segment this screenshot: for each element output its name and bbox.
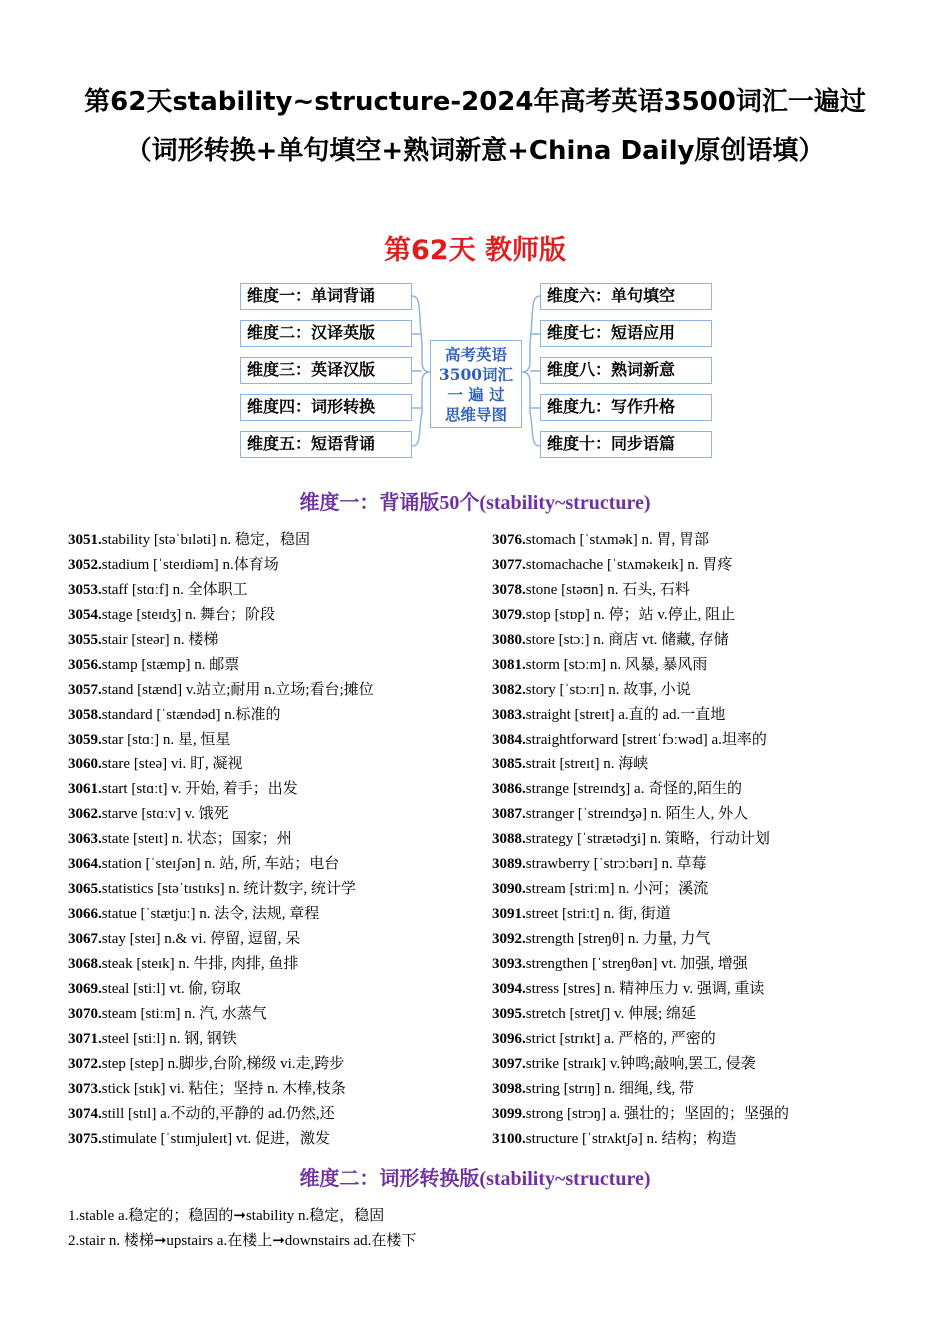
vocab-definition: strategy [ˈstrætədʒi] n. 策略，行动计划 — [525, 831, 770, 848]
vocab-number: 3065. — [68, 881, 102, 898]
vocab-definition: strike [straɪk] v.钟鸣;敲响,罢工, 侵袭 — [525, 1055, 756, 1072]
vocab-entry — [492, 952, 912, 977]
vocab-entry — [492, 852, 912, 877]
vocab-number: 3072. — [68, 1055, 102, 1072]
vocab-entry — [492, 653, 912, 678]
vocab-entry — [68, 1102, 488, 1127]
vocab-number: 3079. — [492, 606, 526, 623]
vocab-number: 3098. — [492, 1080, 526, 1097]
vocab-definition: state [steɪt] n. 状态；国家；州 — [101, 831, 292, 848]
mindmap-center-line: 3500词汇 — [438, 365, 514, 384]
vocab-definition: stability [stəˈbɪləti] n. 稳定，稳固 — [101, 532, 311, 548]
vocab-number: 3056. — [68, 656, 102, 673]
vocab-entry — [68, 528, 488, 553]
vocab-definition: stop [stɒp] n. 停；站 v.停止, 阻止 — [525, 606, 736, 623]
vocab-number: 3062. — [68, 806, 102, 823]
vocab-number: 3064. — [68, 856, 102, 873]
vocab-entry — [492, 578, 912, 603]
vocab-definition: strait [streɪt] n. 海峡 — [525, 756, 649, 773]
vocab-number: 3095. — [492, 1005, 526, 1022]
vocab-definition: stream [striːm] n. 小河；溪流 — [525, 881, 709, 898]
vocab-number: 3073. — [68, 1080, 102, 1097]
vocab-definition: stranger [ˈstreɪndʒə] n. 陌生人, 外人 — [525, 806, 749, 823]
vocab-entry — [492, 728, 912, 753]
vocab-number: 3076. — [492, 532, 526, 548]
vocab-entry — [68, 553, 488, 578]
vocab-number: 3088. — [492, 831, 526, 848]
vocab-definition: stamp [stæmp] n. 邮票 — [101, 656, 240, 673]
vocab-entry — [68, 977, 488, 1002]
vocab-definition: strawberry [ˈstrɔːbərɪ] n. 草莓 — [525, 856, 707, 873]
vocab-number: 3053. — [68, 581, 102, 598]
vocab-number: 3067. — [68, 931, 102, 947]
vocab-entry — [492, 1052, 912, 1077]
word-form-entry: 2.stair n. 楼梯➞upstairs a.在楼上➞downstairs ad.在楼下 — [68, 1233, 417, 1249]
vocab-definition: still [stɪl] a.不动的,平静的 ad.仍然,还 — [101, 1105, 335, 1122]
vocab-number: 3054. — [68, 606, 102, 623]
vocab-entry — [492, 752, 912, 777]
vocab-number: 3071. — [68, 1030, 102, 1047]
vocab-number: 3059. — [68, 731, 102, 748]
vocab-definition: starve [stɑːv] v. 饿死 — [101, 806, 229, 823]
vocab-number: 3087. — [492, 806, 526, 823]
vocab-entry — [68, 628, 488, 653]
vocab-entry — [492, 877, 912, 902]
vocab-definition: staff [stɑːf] n. 全体职工 — [101, 581, 248, 598]
vocab-number: 3082. — [492, 681, 526, 698]
vocab-definition: stress [stres] n. 精神压力 v. 强调, 重读 — [525, 980, 765, 997]
vocab-entry — [492, 628, 912, 653]
vocab-definition: story [ˈstɔːrɪ] n. 故事, 小说 — [525, 681, 691, 698]
vocab-entry — [68, 678, 488, 703]
vocab-entry — [68, 827, 488, 852]
mindmap-item-dim7: 维度七：短语应用 — [540, 320, 712, 347]
vocab-definition: stomachache [ˈstʌməkeɪk] n. 胃疼 — [525, 556, 733, 573]
vocab-entry — [68, 578, 488, 603]
vocab-entry — [492, 678, 912, 703]
vocab-entry — [68, 752, 488, 777]
vocab-number: 3063. — [68, 831, 102, 848]
vocab-number: 3097. — [492, 1055, 526, 1072]
vocab-entry — [68, 952, 488, 977]
vocab-definition: stand [stænd] v.站立;耐用 n.立场;看台;摊位 — [101, 681, 374, 698]
vocab-number: 3096. — [492, 1030, 526, 1047]
vocab-number: 3091. — [492, 906, 526, 923]
vocab-entry — [492, 927, 912, 952]
vocab-definition: stick [stɪk] vi. 粘住；坚持 n. 木棒,枝条 — [101, 1080, 346, 1097]
vocab-definition: straight [streɪt] a.直的 ad.一直地 — [525, 706, 726, 723]
mind-map — [240, 282, 712, 460]
vocab-definition: step [step] n.脚步,台阶,梯级 vi.走,跨步 — [101, 1055, 345, 1072]
mindmap-center-line: 一 遍 过 — [447, 385, 505, 404]
vocab-definition: strict [strɪkt] a. 严格的, 严密的 — [525, 1030, 716, 1047]
vocab-entry — [68, 728, 488, 753]
vocab-definition: strange [streɪndʒ] a. 奇怪的,陌生的 — [525, 781, 742, 798]
vocab-number: 3093. — [492, 955, 526, 972]
vocab-definition: strengthen [ˈstreŋθən] vt. 加强, 增强 — [525, 955, 748, 972]
vocab-definition: stage [steɪdʒ] n. 舞台；阶段 — [101, 606, 276, 623]
word-form-entry: 1.stable a.稳定的；稳固的➞stability n.稳定，稳固 — [68, 1208, 385, 1224]
vocab-entry — [492, 553, 912, 578]
vocab-entry — [492, 827, 912, 852]
vocab-number: 3075. — [68, 1130, 102, 1147]
vocab-definition: start [stɑːt] v. 开始, 着手；出发 — [101, 781, 298, 798]
vocab-entry — [492, 977, 912, 1002]
page-title: 第62天stability~structure-2024年高考英语3500词汇一遍过（词形转换+单句填空+熟词新意+China Daily原创语填） — [84, 87, 866, 166]
vocab-entry — [68, 1027, 488, 1052]
vocab-entry — [492, 902, 912, 927]
vocab-definition: steam [stiːm] n. 汽, 水蒸气 — [101, 1005, 267, 1022]
vocab-definition: street [striːt] n. 街, 街道 — [525, 906, 671, 923]
vocab-definition: steel [stiːl] n. 钢, 钢铁 — [101, 1030, 237, 1047]
page-subtitle: 第62天 教师版 — [384, 235, 566, 266]
vocab-entry — [68, 1052, 488, 1077]
mindmap-item-dim4: 维度四：词形转换 — [240, 394, 412, 421]
vocab-definition: stretch [stretʃ] v. 伸展; 绵延 — [525, 1005, 696, 1022]
section-heading-word-forms: 维度二：词形转换版(stability~structure) — [299, 1168, 651, 1190]
vocab-entry — [68, 927, 488, 952]
vocab-entry — [492, 603, 912, 628]
vocab-definition: star [stɑː] n. 星, 恒星 — [101, 731, 231, 748]
vocab-number: 3077. — [492, 556, 526, 573]
vocab-number: 3070. — [68, 1005, 102, 1022]
vocab-number: 3078. — [492, 581, 526, 598]
vocab-definition: structure [ˈstrʌktʃə] n. 结构；构造 — [525, 1130, 737, 1147]
vocab-number: 3090. — [492, 881, 526, 898]
mindmap-item-dim10: 维度十：同步语篇 — [540, 431, 712, 458]
vocab-number: 3060. — [68, 756, 102, 773]
mindmap-item-dim2: 维度二：汉译英版 — [240, 320, 412, 347]
vocab-definition: stay [steɪ] n.& vi. 停留, 逗留, 呆 — [101, 931, 301, 947]
mindmap-center-line: 思维导图 — [444, 405, 507, 424]
vocab-entry — [492, 1102, 912, 1127]
vocab-entry — [492, 777, 912, 802]
vocab-definition: stadium [ˈsteɪdiəm] n.体育场 — [101, 556, 279, 573]
mindmap-item-dim9: 维度九：写作升格 — [540, 394, 712, 421]
vocab-entry — [68, 902, 488, 927]
vocab-entry — [492, 1127, 912, 1152]
vocab-entry — [492, 703, 912, 728]
vocab-definition: storm [stɔːm] n. 风暴, 暴风雨 — [525, 656, 708, 673]
vocab-entry — [68, 703, 488, 728]
vocab-entry — [68, 877, 488, 902]
mindmap-item-dim3: 维度三：英译汉版 — [240, 357, 412, 384]
vocab-entry — [68, 1002, 488, 1027]
vocab-number: 3099. — [492, 1105, 526, 1122]
vocab-number: 3074. — [68, 1105, 102, 1122]
vocab-number: 3084. — [492, 731, 526, 748]
vocab-definition: store [stɔː] n. 商店 vt. 储藏, 存储 — [525, 631, 729, 648]
vocab-entry — [68, 1077, 488, 1102]
vocab-definition: steal [stiːl] vt. 偷, 窃取 — [101, 980, 241, 997]
vocab-definition: stare [steə] vi. 盯, 凝视 — [101, 756, 243, 773]
vocab-entry — [68, 802, 488, 827]
vocab-definition: stone [stəʊn] n. 石头, 石料 — [525, 581, 690, 598]
vocab-number: 3068. — [68, 955, 102, 972]
mindmap-center — [430, 340, 522, 428]
vocab-definition: statue [ˈstætjuː] n. 法令, 法规, 章程 — [101, 906, 320, 923]
mindmap-center-line: 高考英语 — [444, 345, 507, 364]
vocab-number: 3061. — [68, 781, 102, 798]
vocab-number: 3083. — [492, 706, 526, 723]
vocab-column-right — [492, 528, 912, 1151]
vocab-column-left — [68, 528, 488, 1151]
vocab-number: 3085. — [492, 756, 526, 773]
word-form-list — [68, 1204, 888, 1254]
vocab-definition: statistics [stəˈtɪstɪks] n. 统计数字, 统计学 — [101, 881, 356, 898]
vocab-number: 3100. — [492, 1130, 526, 1147]
vocab-number: 3089. — [492, 856, 526, 873]
vocab-number: 3086. — [492, 781, 526, 798]
vocab-definition: strength [streŋθ] n. 力量, 力气 — [525, 931, 711, 947]
mindmap-item-dim5: 维度五：短语背诵 — [240, 431, 412, 458]
vocab-entry — [492, 802, 912, 827]
mindmap-item-dim6: 维度六：单句填空 — [540, 283, 712, 310]
vocab-number: 3057. — [68, 681, 102, 698]
vocab-definition: straightforward [streɪtˈfɔːwəd] a.坦率的 — [525, 731, 767, 748]
vocab-definition: strong [strɔŋ] a. 强壮的；坚固的；坚强的 — [525, 1105, 789, 1122]
vocab-number: 3094. — [492, 980, 526, 997]
vocab-entry — [492, 1077, 912, 1102]
vocab-entry — [68, 852, 488, 877]
vocab-definition: standard [ˈstændəd] n.标准的 — [101, 706, 281, 723]
vocab-entry — [68, 653, 488, 678]
vocab-number: 3058. — [68, 706, 102, 723]
vocab-number: 3051. — [68, 532, 102, 548]
vocab-definition: steak [steɪk] n. 牛排, 肉排, 鱼排 — [101, 955, 299, 972]
vocab-entry — [68, 1127, 488, 1152]
vocab-number: 3066. — [68, 906, 102, 923]
vocab-definition: string [strɪŋ] n. 细绳, 线, 带 — [525, 1080, 694, 1097]
vocab-definition: stimulate [ˈstɪmjuleɪt] vt. 促进，激发 — [101, 1130, 331, 1147]
vocab-number: 3080. — [492, 631, 526, 648]
vocab-number: 3055. — [68, 631, 102, 648]
vocab-entry — [492, 1027, 912, 1052]
mindmap-item-dim8: 维度八：熟词新意 — [540, 357, 712, 384]
vocab-number: 3092. — [492, 931, 526, 947]
vocab-entry — [68, 603, 488, 628]
vocab-entry — [492, 528, 912, 553]
vocab-number: 3081. — [492, 656, 526, 673]
vocab-definition: station [ˈsteɪʃən] n. 站, 所, 车站；电台 — [101, 856, 340, 873]
vocab-definition: stomach [ˈstʌmək] n. 胃, 胃部 — [525, 532, 710, 548]
section-heading-recitation: 维度一：背诵版50个(stability~structure) — [299, 492, 651, 514]
mindmap-item-dim1: 维度一：单词背诵 — [240, 283, 412, 310]
vocab-number: 3052. — [68, 556, 102, 573]
vocab-entry — [68, 777, 488, 802]
vocab-definition: stair [steər] n. 楼梯 — [101, 631, 219, 648]
vocab-number: 3069. — [68, 980, 102, 997]
vocab-entry — [492, 1002, 912, 1027]
